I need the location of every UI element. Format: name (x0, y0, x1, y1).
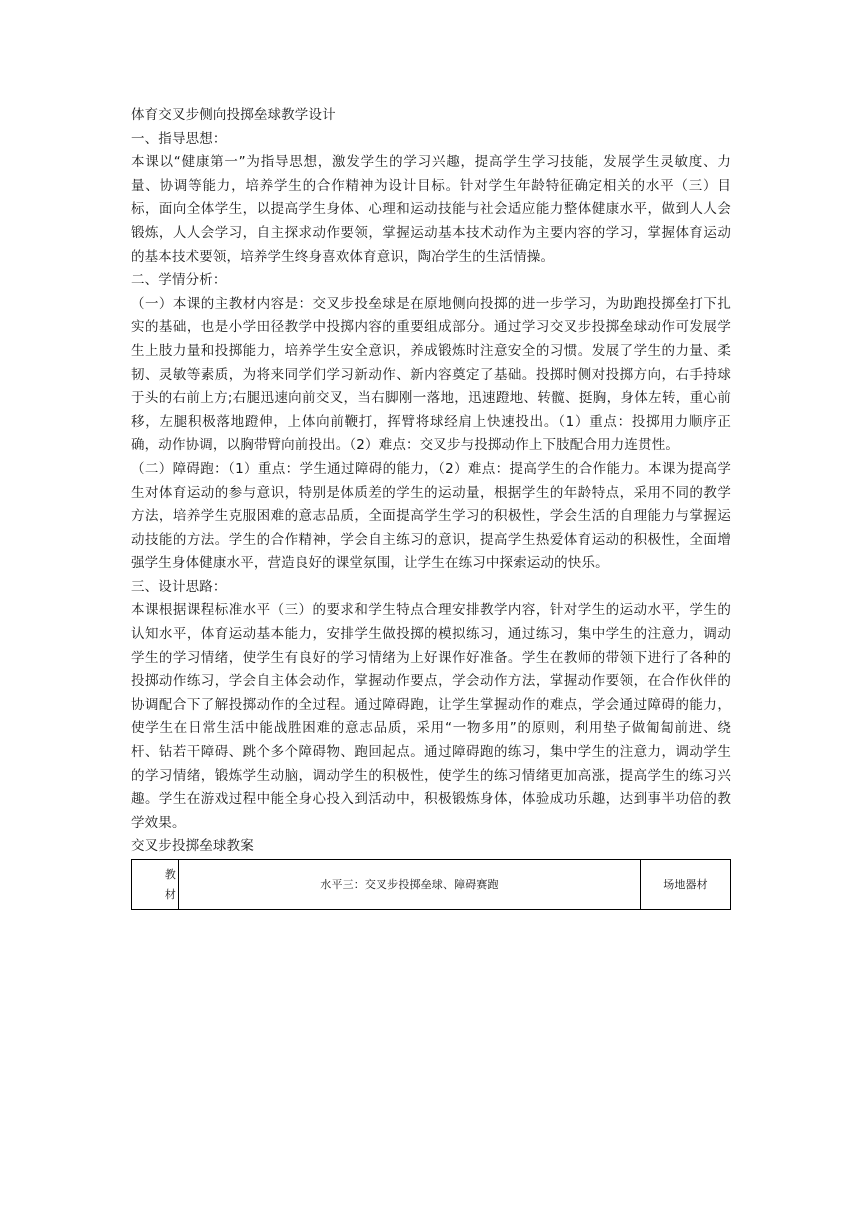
table-cell-equipment: 场地器材 (641, 860, 731, 910)
table-cell-content: 水平三：交叉步投掷垒球、障碍赛跑 (179, 860, 641, 910)
section-heading-design-idea: 三、设计思路： (131, 578, 227, 595)
label-char-2: 材 (164, 887, 176, 901)
document-title: 体育交叉步侧向投掷垒球教学设计 (131, 107, 336, 123)
section-heading-guiding-thought: 一、指导思想： (131, 130, 227, 147)
paragraph-main-material: （一）本课的主教材内容是：交叉步投垒球是在原地侧向投掷的进一步学习，为助跑投掷垒打下扎实的基础，也是小学田径教学中投掷内容的重要组成部分。通过学习交叉步投掷垒球动作可发展学生上肢力量和投掷能力，培养学生安全意识，养成锻炼时注意安全的习惯。发展了学生的力量、柔韧、灵敏等素质，为将来同学们学习新动作、新内容奠定了基础。投掷时侧对投掷方向，右手持球于头的右前上方;右腿迅速向前交叉，当右脚刚一落地，迅速蹬地、转髋、挺胸，身体左转，重心前移，左腿积极落地蹬伸，上体向前鞭打，挥臂将球经肩上快速投出。（1）重点：投掷用力顺序正确，动作协调，以胸带臂向前投出。（2）难点：交叉步与投掷动作上下肢配合用力连贯性。 (131, 295, 731, 454)
paragraph-obstacle-run: （二）障碍跑：（1）重点：学生通过障碍的能力，（2）难点：提高学生的合作能力。本课为提高学生对体育运动的参与意识，特别是体质差的学生的运动量，根据学生的年龄特点，采用不同的教学方法，培养学生克服困难的意志品质，全面提高学生学习的积极性，学会生活的自理能力与掌握运动技能的方法。学生的合作精神，学会自主练习的意识，提高学生热爱体育运动的积极性，全面增强学生身体健康水平，营造良好的课堂氛围，让学生在练习中探索运动的快乐。 (131, 460, 731, 572)
label-char-1: 教 (164, 867, 176, 881)
paragraph-design-idea: 本课根据课程标准水平（三）的要求和学生特点合理安排教学内容，针对学生的运动水平，学生的认知水平，体育运动基本能力，安排学生做投掷的模拟练习，通过练习，集中学生的注意力，调动学生的学习情绪，使学生有良好的学习情绪为上好课作好准备。学生在教师的带领下进行了各种的投掷动作练习，学会自主体会动作，掌握动作要点，学会动作方法，掌握动作要领，在合作伙伴的协调配合下了解投掷动作的全过程。通过障碍跑，让学生掌握动作的难点，学会通过障碍的能力，使学生在日常生活中能战胜困难的意志品质，采用“一物多用”的原则，利用垫子做匍匐前进、绕杆、钻若干障碍、跳个多个障碍物、跑回起点。通过障碍跑的练习，集中学生的注意力，调动学生的学习情绪，锻炼学生动脑，调动学生的积极性，使学生的练习情绪更加高涨，提高学生的练习兴趣。学生在游戏过程中能全身心投入到活动中，积极锻炼身体，体验成功乐趣，达到事半功倍的教学效果。 (131, 602, 731, 831)
table-caption: 交叉步投掷垒球教案 (131, 838, 254, 855)
document-body (131, 104, 731, 910)
paragraph-guiding-thought: 本课以“健康第一”为指导思想，激发学生的学习兴趣，提高学生学习技能，发展学生灵敏度、力量、协调等能力，培养学生的合作精神为设计目标。针对学生年龄特征确定相关的水平（三）目标，面向全体学生，以提高学生身体、心理和运动技能与社会适应能力整体健康水平，做到人人会锻炼，人人会学习，自主探求动作要领，掌握运动基本技术动作为主要内容的学习，掌握体育运动的基本技术要领，培养学生终身喜欢体育意识，陶冶学生的生活情操。 (131, 154, 731, 265)
table-cell-label (132, 860, 179, 910)
table-row (132, 860, 731, 910)
section-heading-student-analysis: 二、学情分析： (131, 272, 227, 289)
lesson-plan-table (131, 859, 731, 910)
